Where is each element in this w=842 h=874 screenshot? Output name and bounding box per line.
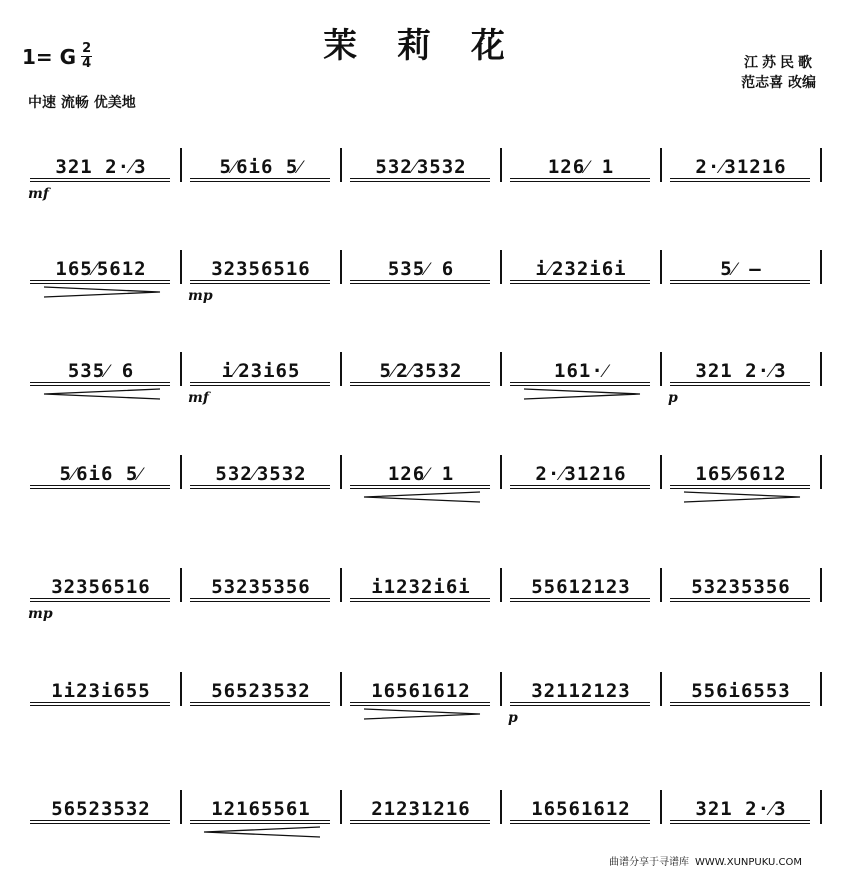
measure-notes: 321 2·⁄3 xyxy=(695,797,787,820)
sixteenth-beam xyxy=(670,601,810,602)
measure xyxy=(22,352,182,386)
eighth-beam xyxy=(670,280,810,281)
eighth-beam xyxy=(350,382,490,383)
sixteenth-beam xyxy=(350,181,490,182)
score-title: 茉 莉 花 xyxy=(323,26,519,66)
measure-row xyxy=(22,352,822,386)
decrescendo-hairpin xyxy=(682,491,802,503)
arranger-credit: 范志喜 改编 xyxy=(741,75,816,91)
measure-notes: 532⁄3532 xyxy=(375,155,467,178)
measure xyxy=(182,790,342,824)
eighth-beam xyxy=(190,178,330,179)
sixteenth-beam xyxy=(670,181,810,182)
sixteenth-beam xyxy=(670,385,810,386)
sixteenth-beam xyxy=(670,823,810,824)
eighth-beam xyxy=(30,702,170,703)
crescendo-hairpin xyxy=(362,491,482,503)
measure-notes: 165⁄5612 xyxy=(695,462,787,485)
sixteenth-beam xyxy=(350,705,490,706)
key-label: 1= G xyxy=(22,44,77,69)
sixteenth-beam xyxy=(510,283,650,284)
eighth-beam xyxy=(350,598,490,599)
measure-notes: 5⁄2⁄3532 xyxy=(379,359,463,382)
measure xyxy=(502,568,662,602)
measure xyxy=(502,790,662,824)
dynamic-marking: mp xyxy=(28,606,53,622)
measure-notes: 321 2·⁄3 xyxy=(695,359,787,382)
measure-notes: 32356516 xyxy=(211,258,311,280)
measure-notes: 55612123 xyxy=(531,576,631,598)
measure xyxy=(662,250,822,284)
sixteenth-beam xyxy=(190,488,330,489)
dynamic-marking: mf xyxy=(188,390,209,406)
eighth-beam xyxy=(670,598,810,599)
sixteenth-beam xyxy=(30,181,170,182)
time-signature-top: 2 xyxy=(82,41,92,56)
measure xyxy=(22,790,182,824)
measure-notes: 53235356 xyxy=(211,576,311,598)
time-signature xyxy=(81,42,92,71)
sixteenth-beam xyxy=(670,283,810,284)
measure-notes: 532⁄3532 xyxy=(215,462,307,485)
sixteenth-beam xyxy=(30,385,170,386)
score-line xyxy=(22,568,822,630)
measure-notes: i1232i6i xyxy=(371,576,471,598)
eighth-beam xyxy=(190,485,330,486)
score-line xyxy=(22,352,822,414)
measure-notes: 32112123 xyxy=(531,680,631,702)
measure-notes: i⁄23i65 xyxy=(221,359,301,382)
measure xyxy=(502,455,662,489)
measure-notes: 16561612 xyxy=(371,680,471,702)
eighth-beam xyxy=(510,485,650,486)
sixteenth-beam xyxy=(350,488,490,489)
dynamic-marking: mp xyxy=(188,288,213,304)
measure xyxy=(342,455,502,489)
measure-notes: 321 2·⁄3 xyxy=(55,155,147,178)
score-line xyxy=(22,672,822,734)
sixteenth-beam xyxy=(190,283,330,284)
decrescendo-hairpin xyxy=(42,286,162,298)
measure xyxy=(662,148,822,182)
measure-notes: 12165561 xyxy=(211,798,311,820)
measure-notes: 53235356 xyxy=(691,576,791,598)
eighth-beam xyxy=(30,382,170,383)
measure xyxy=(182,672,342,706)
measure-notes: 16561612 xyxy=(531,798,631,820)
sixteenth-beam xyxy=(350,385,490,386)
measure-notes: 2·⁄31216 xyxy=(535,462,627,485)
eighth-beam xyxy=(510,820,650,821)
sixteenth-beam xyxy=(510,601,650,602)
eighth-beam xyxy=(30,485,170,486)
watermark-site-url: WWW.XUNPUKU.COM xyxy=(695,857,802,868)
measure xyxy=(342,148,502,182)
measure xyxy=(662,790,822,824)
measure-notes: 5⁄6i6 5⁄ xyxy=(219,155,303,178)
measure xyxy=(22,148,182,182)
eighth-beam xyxy=(30,598,170,599)
sixteenth-beam xyxy=(670,705,810,706)
eighth-beam xyxy=(350,820,490,821)
eighth-beam xyxy=(190,280,330,281)
dynamic-marking: p xyxy=(508,710,518,726)
measure xyxy=(342,568,502,602)
measure-notes: 56523532 xyxy=(211,680,311,702)
eighth-beam xyxy=(190,820,330,821)
measure xyxy=(22,672,182,706)
measure xyxy=(662,568,822,602)
measure-row xyxy=(22,455,822,489)
measure-row xyxy=(22,568,822,602)
measure xyxy=(182,250,342,284)
eighth-beam xyxy=(30,820,170,821)
crescendo-hairpin xyxy=(202,826,322,838)
eighth-beam xyxy=(510,598,650,599)
eighth-beam xyxy=(670,382,810,383)
sixteenth-beam xyxy=(190,181,330,182)
measure xyxy=(342,790,502,824)
measure-notes: 5⁄6i6 5⁄ xyxy=(59,462,143,485)
eighth-beam xyxy=(350,485,490,486)
measure-notes: 56523532 xyxy=(51,798,151,820)
eighth-beam xyxy=(510,178,650,179)
measure xyxy=(502,672,662,706)
measure-notes: 535⁄ 6 xyxy=(67,359,135,382)
time-signature-bottom: 4 xyxy=(82,56,92,71)
eighth-beam xyxy=(190,702,330,703)
watermark xyxy=(609,853,802,868)
sixteenth-beam xyxy=(30,601,170,602)
measure xyxy=(342,250,502,284)
score-line xyxy=(22,250,822,312)
eighth-beam xyxy=(190,382,330,383)
sixteenth-beam xyxy=(510,385,650,386)
measure xyxy=(182,568,342,602)
eighth-beam xyxy=(190,598,330,599)
eighth-beam xyxy=(670,820,810,821)
crescendo-hairpin xyxy=(42,388,162,400)
measure-row xyxy=(22,790,822,824)
score-line xyxy=(22,790,822,852)
eighth-beam xyxy=(670,485,810,486)
eighth-beam xyxy=(350,178,490,179)
sixteenth-beam xyxy=(190,705,330,706)
measure xyxy=(182,352,342,386)
sixteenth-beam xyxy=(670,488,810,489)
measure xyxy=(502,352,662,386)
sixteenth-beam xyxy=(350,601,490,602)
measure xyxy=(662,455,822,489)
measure xyxy=(342,352,502,386)
measure-row xyxy=(22,148,822,182)
measure xyxy=(342,672,502,706)
sixteenth-beam xyxy=(350,283,490,284)
sixteenth-beam xyxy=(510,488,650,489)
measure-notes: 126⁄ 1 xyxy=(387,462,455,485)
eighth-beam xyxy=(510,702,650,703)
dynamic-marking: mf xyxy=(28,186,49,202)
tempo-marking: 中速 流畅 优美地 xyxy=(28,95,136,111)
measure xyxy=(182,148,342,182)
measure-notes: 161·⁄ xyxy=(554,359,608,382)
measure xyxy=(662,672,822,706)
measure-notes: 556i6553 xyxy=(691,680,791,702)
measure-notes: 535⁄ 6 xyxy=(387,257,455,280)
measure-notes: 165⁄5612 xyxy=(55,257,147,280)
sixteenth-beam xyxy=(510,181,650,182)
score-line xyxy=(22,148,822,210)
measure-notes: i⁄232i6i xyxy=(535,257,627,280)
sixteenth-beam xyxy=(30,488,170,489)
sixteenth-beam xyxy=(350,823,490,824)
sixteenth-beam xyxy=(190,385,330,386)
eighth-beam xyxy=(350,702,490,703)
measure xyxy=(662,352,822,386)
measure-notes: 32356516 xyxy=(51,576,151,598)
eighth-beam xyxy=(350,280,490,281)
dynamic-marking: p xyxy=(668,390,678,406)
decrescendo-hairpin xyxy=(522,388,642,400)
decrescendo-hairpin xyxy=(362,708,482,720)
eighth-beam xyxy=(510,382,650,383)
sixteenth-beam xyxy=(30,823,170,824)
key-signature xyxy=(22,42,92,71)
sixteenth-beam xyxy=(30,705,170,706)
measure xyxy=(22,455,182,489)
measure xyxy=(182,455,342,489)
eighth-beam xyxy=(670,178,810,179)
sixteenth-beam xyxy=(190,601,330,602)
measure-notes: 126⁄ 1 xyxy=(547,155,615,178)
sixteenth-beam xyxy=(30,283,170,284)
measure-notes: 1i23i655 xyxy=(51,680,151,702)
watermark-site-name: 曲谱分享于寻谱库 xyxy=(609,857,690,868)
measure xyxy=(502,250,662,284)
measure-notes: 21231216 xyxy=(371,798,471,820)
song-origin: 江苏民歌 xyxy=(744,55,816,71)
measure-row xyxy=(22,250,822,284)
measure-row xyxy=(22,672,822,706)
measure-notes: 5⁄ – xyxy=(720,257,762,280)
sixteenth-beam xyxy=(510,705,650,706)
score-line xyxy=(22,455,822,517)
sixteenth-beam xyxy=(190,823,330,824)
sixteenth-beam xyxy=(510,823,650,824)
measure-notes: 2·⁄31216 xyxy=(695,155,787,178)
measure xyxy=(22,568,182,602)
eighth-beam xyxy=(30,178,170,179)
measure xyxy=(22,250,182,284)
eighth-beam xyxy=(30,280,170,281)
eighth-beam xyxy=(670,702,810,703)
eighth-beam xyxy=(510,280,650,281)
measure xyxy=(502,148,662,182)
